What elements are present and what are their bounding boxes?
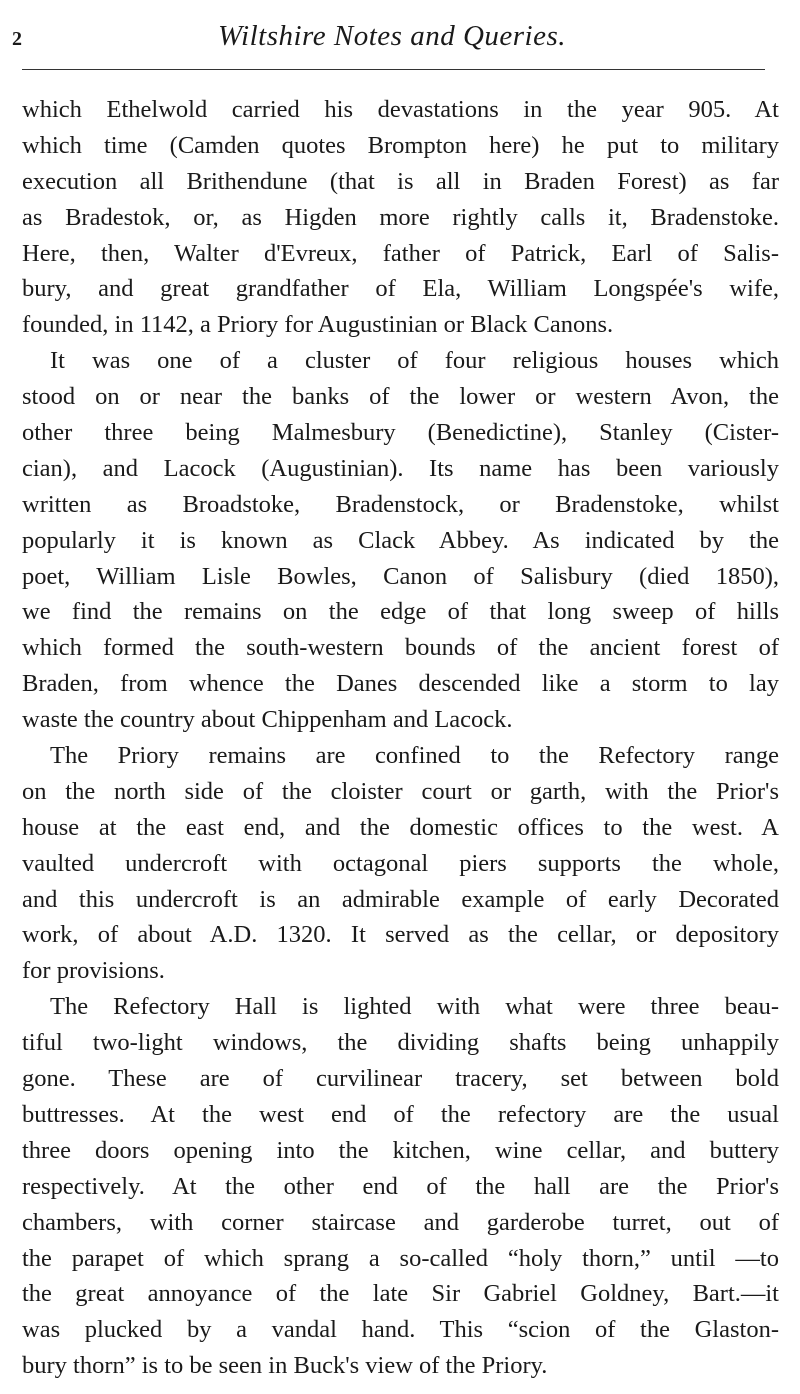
text-line: house at the east end, and the domestic offices to the west. A (22, 813, 779, 841)
paragraph (22, 343, 779, 738)
text-line: written as Broadstoke, Bradenstock, or Bradenstoke, whilst (22, 490, 779, 518)
text-line: The Refectory Hall is lighted with what were three beau- (50, 993, 779, 1021)
text-line: Braden, from whence the Danes descended like a storm to lay (22, 670, 779, 698)
text-line: chambers, with corner staircase and garderobe turret, out of (22, 1208, 779, 1236)
text-line: The Priory remains are confined to the Refectory range (50, 742, 779, 770)
header-rule (22, 69, 765, 70)
page-number: 2 (12, 28, 22, 50)
page-header (12, 18, 772, 60)
text-line: which formed the south-western bounds of the ancient forest of (22, 634, 779, 662)
text-line: the great annoyance of the late Sir Gabriel Goldney, Bart.—it (22, 1280, 779, 1308)
text-line: respectively. At the other end of the hall are the Prior's (22, 1172, 779, 1200)
paragraph (22, 738, 779, 989)
text-line: It was one of a cluster of four religious houses which (50, 347, 779, 375)
text-line: three doors opening into the kitchen, wine cellar, and buttery (22, 1136, 779, 1164)
text-line: which Ethelwold carried his devastations in the year 905. At (22, 96, 779, 123)
paragraph (22, 989, 779, 1384)
text-line: on the north side of the cloister court or garth, with the Prior's (22, 777, 779, 805)
text-line: gone. These are of curvilinear tracery, set between bold (22, 1065, 779, 1093)
text-line: which time (Camden quotes Brompton here) he put to military (22, 131, 779, 159)
text-line: as Bradestok, or, as Higden more rightly calls it, Bradenstoke. (22, 203, 779, 231)
text-line: popularly it is known as Clack Abbey. As indicated by the (22, 526, 779, 554)
text-line: for provisions. (22, 957, 165, 985)
text-line: bury thorn” is to be seen in Buck's view of the Priory. (22, 1352, 548, 1380)
text-line: tiful two-light windows, the dividing shafts being unhappily (22, 1029, 779, 1057)
text-line: vaulted undercroft with octagonal piers supports the whole, (22, 849, 779, 877)
text-line: Here, then, Walter d'Evreux, father of Patrick, Earl of Salis- (22, 239, 779, 267)
text-line: and this undercroft is an admirable example of early Decorated (22, 885, 779, 913)
text-line: we find the remains on the edge of that long sweep of hills (22, 598, 779, 626)
text-line: buttresses. At the west end of the refectory are the usual (22, 1100, 779, 1128)
text-line: bury, and great grandfather of Ela, William Longspée's wife, (22, 275, 779, 303)
text-line: waste the country about Chippenham and Lacock. (22, 706, 513, 734)
text-line: execution all Brithendune (that is all in Braden Forest) as far (22, 167, 779, 195)
paragraph (22, 92, 779, 343)
text-line: founded, in 1142, a Priory for Augustinian or Black Canons. (22, 311, 614, 339)
body-text (22, 92, 779, 1384)
running-title: Wiltshire Notes and Queries. (217, 20, 567, 52)
text-line: other three being Malmesbury (Benedictine), Stanley (Cister- (22, 419, 779, 447)
text-line: stood on or near the banks of the lower or western Avon, the (22, 383, 779, 411)
text-line: was plucked by a vandal hand. This “scion of the Glaston- (22, 1316, 779, 1344)
text-line: the parapet of which sprang a so-called “holy thorn,” until —to (22, 1244, 779, 1272)
text-line: poet, William Lisle Bowles, Canon of Salisbury (died 1850), (22, 562, 779, 590)
text-line: cian), and Lacock (Augustinian). Its name has been variously (22, 454, 779, 482)
text-line: work, of about A.D. 1320. It served as the cellar, or depository (22, 921, 779, 949)
